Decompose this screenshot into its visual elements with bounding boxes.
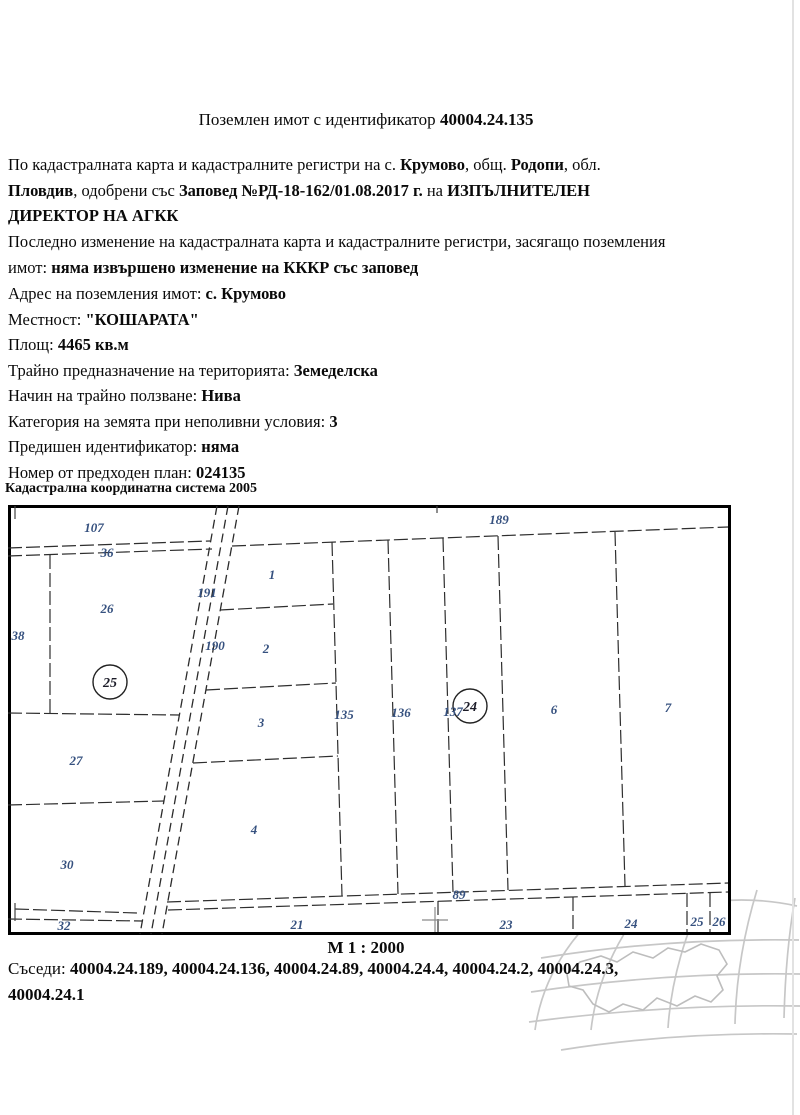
- parcel-label-26: 26: [100, 601, 114, 616]
- text-run: По кадастралната карта и кадастралните регистри на с.: [8, 155, 401, 174]
- parcel-label-137: 137: [443, 704, 463, 719]
- text-run: Крумово: [400, 155, 465, 174]
- text-run: 40004.24.189, 40004.24.136, 40004.24.89, 40004.24.4, 40004.24.2, 40004.24.3,: [69, 959, 619, 978]
- parcel-label-38: 38: [11, 628, 25, 643]
- text-run: няма: [201, 437, 240, 456]
- text-run: Съседи:: [8, 959, 70, 978]
- text-run: ИЗПЪЛНИТЕЛЕН: [447, 180, 591, 200]
- text-run: с. Крумово: [205, 284, 286, 303]
- last-change-paragraph: [8, 229, 768, 280]
- text-run: Начин на трайно ползване:: [8, 386, 202, 405]
- text-run: 024135: [195, 463, 246, 482]
- map-background: [8, 505, 731, 935]
- parcel-label-2: 2: [262, 641, 270, 656]
- text-run: "КОШАРАТА": [85, 310, 199, 329]
- parcel-label-190: 190: [205, 638, 225, 653]
- field-area: [8, 332, 768, 358]
- text-run: Земеделска: [293, 361, 378, 380]
- region-number-24: 24: [463, 700, 477, 715]
- parcel-label-3: 3: [257, 715, 265, 730]
- neighbors-block: [8, 956, 708, 1008]
- text-run: Категория на земята при неполивни условия:: [8, 412, 330, 431]
- map-scale-label: М 1 : 2000: [327, 938, 405, 957]
- field-previous-id: [8, 434, 768, 460]
- text-run: 40004.24.1: [8, 985, 85, 1004]
- parcel-label-136: 136: [391, 705, 411, 720]
- parcel-label-36: 36: [100, 545, 114, 560]
- parcel-label-1: 1: [268, 567, 276, 582]
- text-run: Площ:: [8, 335, 58, 354]
- parcel-label-32: 32: [57, 918, 71, 933]
- parcel-label-24: 24: [624, 916, 638, 931]
- neighbors-line: [8, 956, 708, 982]
- text-run: Предишен идентификатор:: [8, 437, 202, 456]
- text-run: Пловдив: [8, 180, 74, 200]
- text-line: [8, 178, 768, 204]
- text-run: 3: [329, 412, 338, 431]
- parcel-label-26: 26: [712, 914, 726, 929]
- text-run: имот:: [8, 257, 52, 277]
- field-land-category: [8, 409, 768, 435]
- text-line: [8, 255, 768, 281]
- approval-paragraph: [8, 152, 768, 229]
- parcel-label-135: 135: [334, 707, 354, 722]
- text-run: ДИРЕКТОР НА АГКК: [8, 206, 179, 226]
- text-run: няма извършено изменение на КККР със заповед: [51, 257, 419, 277]
- cadastral-map-drawing: [0, 500, 740, 940]
- parcel-label-30: 30: [60, 857, 74, 872]
- text-run: Заповед №РД-18-162/01.08.2017 г.: [178, 180, 423, 200]
- text-run: , одобрени със: [73, 180, 179, 200]
- field-land-use: [8, 383, 768, 409]
- text-run: Трайно предназначение на територията:: [8, 361, 294, 380]
- coordinate-system-label: Кадастрална координатна система 2005: [5, 481, 257, 496]
- field-address: [8, 281, 768, 307]
- text-run: 4465 кв.м: [57, 335, 129, 354]
- parcel-label-23: 23: [499, 917, 513, 932]
- parcel-label-21: 21: [290, 917, 304, 932]
- text-line: [8, 203, 768, 229]
- text-line: [8, 229, 768, 255]
- page-edge-line: [792, 0, 794, 1115]
- text-run: Поземлен имот с идентификатор: [198, 110, 440, 129]
- text-run: на: [422, 180, 448, 200]
- parcel-label-4: 4: [250, 822, 258, 837]
- parcel-label-6: 6: [550, 702, 558, 717]
- parcel-label-89: 89: [452, 887, 466, 902]
- text-line: [8, 152, 768, 178]
- text-run: Последно изменение на кадастралната карта и кадастралните регистри, засягащо поземления: [8, 232, 666, 251]
- text-run: Адрес на поземления имот:: [8, 284, 206, 303]
- parcel-label-25: 25: [690, 914, 704, 929]
- field-territory-purpose: [8, 358, 768, 384]
- text-run: 40004.24.135: [439, 110, 534, 129]
- region-number-25: 25: [103, 676, 117, 691]
- page-title: [0, 110, 732, 130]
- field-locality: [8, 307, 768, 333]
- parcel-label-107: 107: [84, 520, 104, 535]
- text-run: , общ.: [464, 155, 511, 174]
- parcel-label-189: 189: [489, 512, 509, 527]
- text-run: Нива: [201, 386, 241, 405]
- text-run: Номер от предходен план:: [8, 463, 196, 482]
- text-run: Родопи: [510, 155, 564, 174]
- parcel-label-7: 7: [664, 700, 672, 715]
- parcel-label-191: 191: [197, 585, 217, 600]
- text-run: Местност:: [8, 310, 86, 329]
- parcel-label-27: 27: [69, 753, 83, 768]
- neighbors-line: [8, 982, 708, 1008]
- text-run: , обл.: [563, 155, 601, 174]
